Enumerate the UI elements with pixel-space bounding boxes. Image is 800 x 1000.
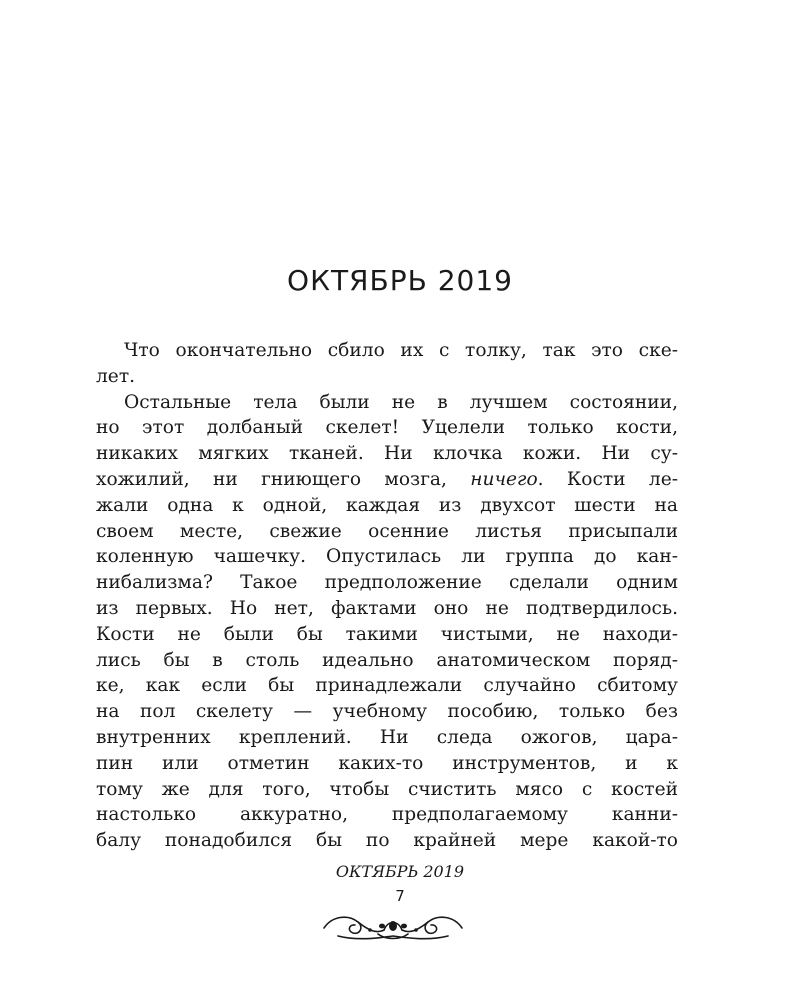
text-fragment: . Кости ле- xyxy=(537,468,678,490)
flourish-ornament-icon xyxy=(318,908,468,942)
text-line: никаких мягких тканей. Ни клочка кожи. Ни су- xyxy=(96,443,678,465)
text-line: нибализма? Такое предположение сделали одним xyxy=(96,572,678,594)
text-line: лись бы в столь идеально анатомическом поряд- xyxy=(96,649,678,671)
text-line: Остальные тела были не в лучшем состоянии, xyxy=(124,391,678,413)
text-line: своем месте, свежие осенние листья присыпали xyxy=(96,520,678,542)
text-line: настолько аккуратно, предполагаемому канни- xyxy=(96,804,678,826)
text-line: на пол скелету — учебному пособию, только без xyxy=(96,701,678,723)
text-line xyxy=(96,467,678,493)
text-line: коленную чашечку. Опустилась ли группа до кан- xyxy=(96,546,678,568)
text-line: Кости не были бы такими чистыми, не находи- xyxy=(96,623,678,645)
text-line: жали одна к одной, каждая из двухсот шести на xyxy=(96,494,678,516)
text-line: внутренних креплений. Ни следа ожогов, цара- xyxy=(96,726,678,748)
text-line: Что окончательно сбило их с толку, так это ске- xyxy=(124,340,678,361)
text-line: из первых. Но нет, фактами оно не подтвердилось. xyxy=(96,597,678,619)
page-number: 7 xyxy=(395,887,405,905)
text-line: балу понадобился бы по крайней мере какой-то xyxy=(96,830,678,852)
running-head: ОКТЯБРЬ 2019 xyxy=(335,862,465,881)
body-text xyxy=(96,338,678,854)
emphasized-word: ничего xyxy=(470,468,538,490)
text-line: пин или отметин каких-то инструментов, и к xyxy=(96,752,678,774)
chapter-title: ОКТЯБРЬ 2019 xyxy=(287,264,513,297)
text-line: но этот долбаный скелет! Уцелели только кости, xyxy=(96,417,678,439)
text-line: лет. xyxy=(96,365,136,387)
text-fragment: хожилий, ни гниющего мозга, xyxy=(96,468,471,490)
text-line: ке, как если бы принадлежали случайно сбитому xyxy=(96,675,678,697)
text-line: тому же для того, чтобы счистить мясо с костей xyxy=(96,778,678,800)
